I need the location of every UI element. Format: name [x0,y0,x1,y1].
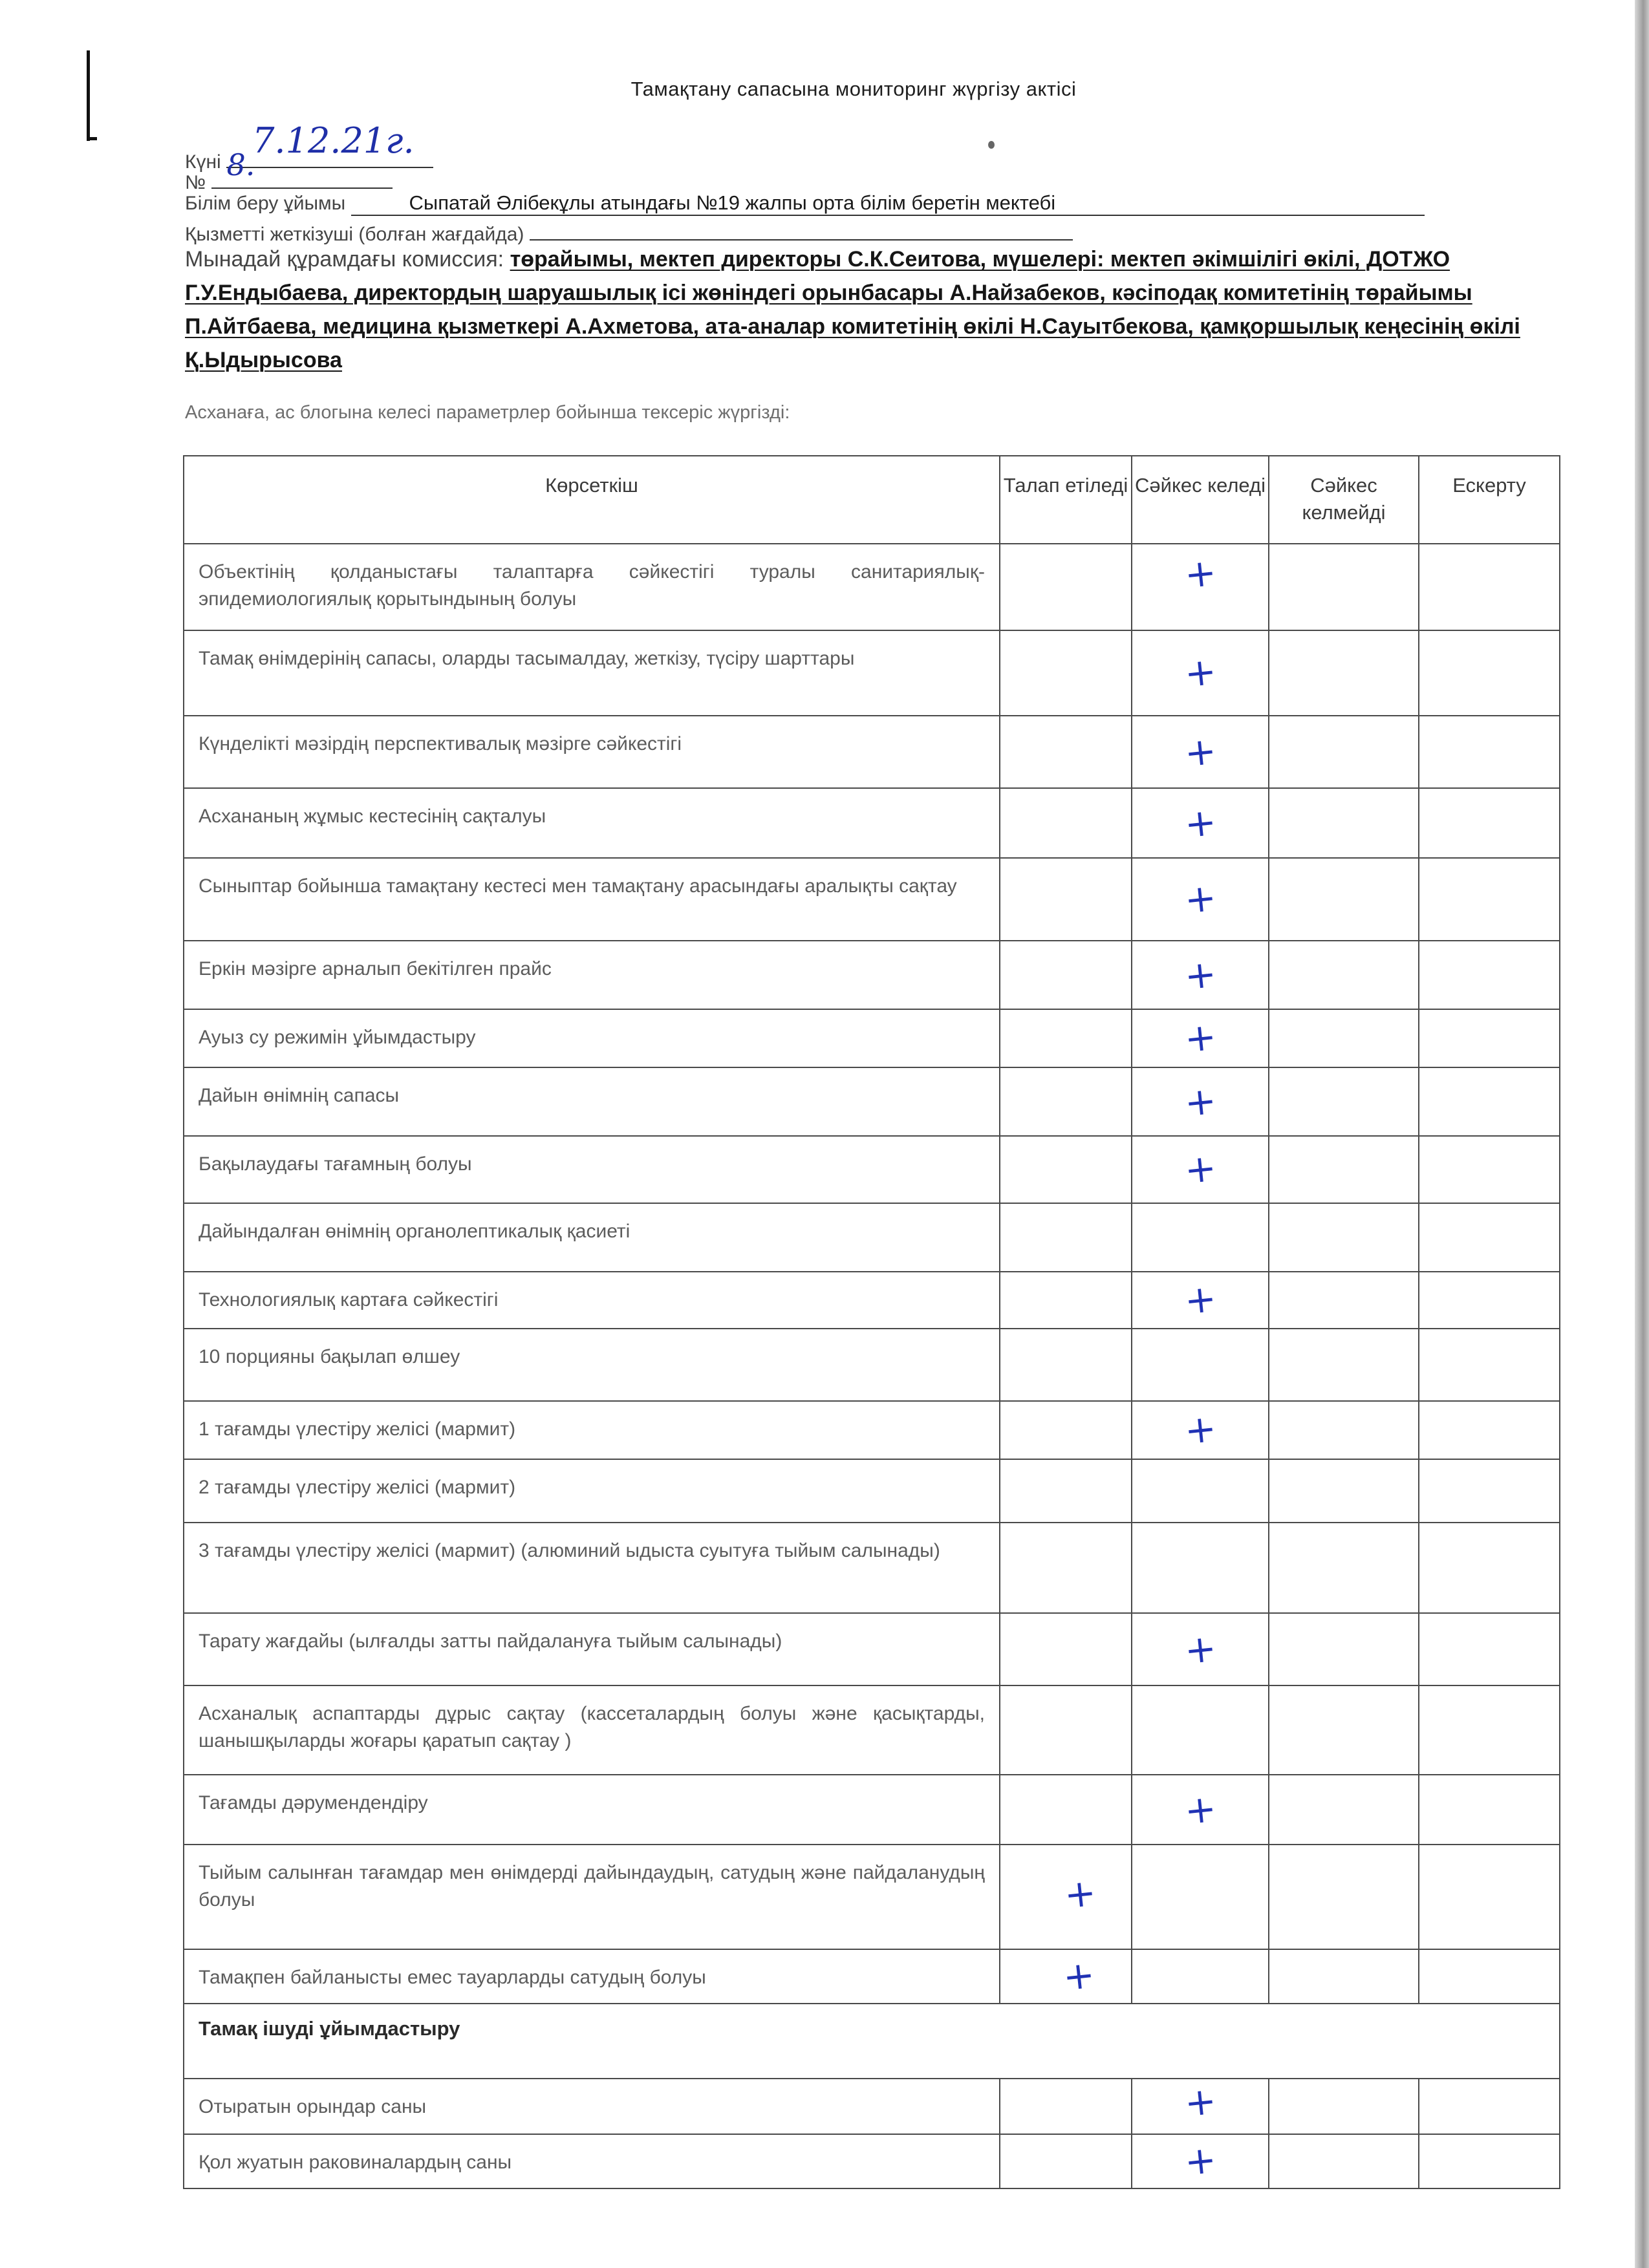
compliant-mark: + [1182,1014,1218,1062]
date-field[interactable] [226,120,433,168]
note-cell[interactable] [1419,716,1560,788]
required-cell[interactable] [1000,1685,1132,1775]
compliant-cell[interactable] [1132,941,1269,1009]
note-cell[interactable] [1419,1949,1560,2004]
note-cell[interactable] [1419,788,1560,858]
scan-speck [988,141,995,149]
table-row [184,1523,1560,1613]
date-label: Күні [185,151,221,173]
organization-value: Сыпатай Әлібекұлы атындағы №19 жалпы орта білім беретін мектебі [409,191,1056,214]
indicator-cell: Бақылаудағы тағамның болуы [184,1136,1000,1203]
compliant-mark: + [1182,2137,1218,2185]
indicator-cell: Тамақ өнімдерінің сапасы, оларды тасымалдау, жеткізу, түсіру шарттары [184,630,1000,716]
table-row [184,544,1560,630]
noncompliant-cell[interactable] [1269,1685,1419,1775]
noncompliant-cell[interactable] [1269,788,1419,858]
indicator-cell: Ауыз су режимін ұйымдастыру [184,1009,1000,1067]
noncompliant-cell[interactable] [1269,1136,1419,1203]
required-cell[interactable] [1000,1401,1132,1459]
table-row [184,630,1560,716]
table-row [184,1685,1560,1775]
indicator-cell: Сыныптар бойынша тамақтану кестесі мен тамақтану арасындағы аралықты сақтау [184,858,1000,941]
commission-text: төрайымы, мектеп директоры С.К.Сеитова, мүшелері: мектеп әкімшілігі өкілі, ДОТЖО Г.У.Ендыбаева, директордың шаруашылық ісі жөніндегі орынбасары А.Найзабеков, кәсіподақ комитетінің төрайымы П.Айтбаева, медицина қызметкері А.Ахметова, ата-аналар комитетінің өкілі Н.Сауытбекова, қамқоршылық кеңесінің өкілі Қ.Ыдырысова [185,247,1520,372]
table-row [184,858,1560,941]
header-note: Ескерту [1419,456,1560,544]
compliant-cell[interactable] [1132,2079,1269,2134]
required-cell[interactable] [1000,544,1132,630]
table-row [184,1613,1560,1685]
header-indicator: Көрсеткіш [184,456,1000,544]
compliant-mark: + [1182,1276,1218,1323]
table-row [184,1136,1560,1203]
noncompliant-cell[interactable] [1269,544,1419,630]
required-cell[interactable] [1000,1272,1132,1329]
indicator-cell: Тарату жағдайы (ылғалды затты пайдалануға тыйым салынады) [184,1613,1000,1685]
compliant-mark: + [1182,1078,1218,1126]
note-cell[interactable] [1419,2134,1560,2188]
table-row [184,716,1560,788]
note-cell[interactable] [1419,1067,1560,1136]
indicator-cell: Еркін мәзірге арналып бекітілген прайс [184,941,1000,1009]
table-header-row [184,456,1560,544]
compliant-mark: + [1182,875,1218,923]
noncompliant-cell[interactable] [1269,2079,1419,2134]
required-cell[interactable] [1000,788,1132,858]
table-row [184,1845,1560,1949]
commission-label: Мынадай құрамдағы комиссия: [185,247,504,272]
organization-label: Білім беру ұйымы [185,193,346,214]
required-cell[interactable] [1000,1613,1132,1685]
table-row [184,1401,1560,1459]
scan-edge-shadow [1635,0,1649,2268]
required-cell[interactable] [1000,1523,1132,1613]
required-cell[interactable] [1000,1009,1132,1067]
table-row [184,1459,1560,1523]
note-cell[interactable] [1419,1272,1560,1329]
note-cell[interactable] [1419,1845,1560,1949]
compliant-cell[interactable] [1132,1613,1269,1685]
compliant-cell[interactable] [1132,1685,1269,1775]
required-cell[interactable] [1000,2134,1132,2188]
number-label: № [185,172,206,193]
noncompliant-cell[interactable] [1269,1009,1419,1067]
note-cell[interactable] [1419,1401,1560,1459]
indicator-cell: Асхананың жұмыс кестесінің сақталуы [184,788,1000,858]
compliant-mark: + [1182,1625,1218,1673]
compliant-cell[interactable] [1132,716,1269,788]
supplier-field[interactable] [530,220,1073,241]
section-heading: Тамақ ішуді ұйымдастыру [184,2004,1560,2079]
indicator-cell: Тыйым салынған тағамдар мен өнімдерді дайындаудың, сатудың және пайдаланудың болуы [184,1845,1000,1949]
noncompliant-cell[interactable] [1269,858,1419,941]
table-row [184,1949,1560,2004]
note-cell[interactable] [1419,630,1560,716]
required-cell[interactable] [1000,1775,1132,1845]
compliant-mark: + [1182,648,1218,696]
compliant-cell[interactable] [1132,1203,1269,1272]
noncompliant-cell[interactable] [1269,1329,1419,1401]
indicator-cell: Асханалық аспаптарды дұрыс сақтау (кассеталардың болуы және қасықтарды, шанышқыларды жоғары қаратып сақтау ) [184,1685,1000,1775]
noncompliant-cell[interactable] [1269,630,1419,716]
indicator-cell: Қол жуатын раковиналардың саны [184,2134,1000,2188]
header-required: Талап етіледі [1000,456,1132,544]
document-title: Тамақтану сапасына мониторинг жүргізу актісі [630,78,1077,100]
table-row [184,2079,1560,2134]
required-cell[interactable] [1000,716,1132,788]
note-cell[interactable] [1419,1775,1560,1845]
table-row [184,1009,1560,1067]
note-cell[interactable] [1419,941,1560,1009]
indicator-cell: 3 тағамды үлестіру желісі (мармит) (алюминий ыдыста суытуға тыйым салынады) [184,1523,1000,1613]
table-row [184,1775,1560,1845]
note-cell[interactable] [1419,1329,1560,1401]
date-value: 7.12.21г. [252,120,415,161]
compliant-cell[interactable] [1132,2134,1269,2188]
compliant-cell[interactable] [1132,1272,1269,1329]
compliant-mark: + [1182,1145,1218,1193]
compliant-cell[interactable] [1132,858,1269,941]
compliant-mark: + [1182,728,1218,776]
compliant-cell[interactable] [1132,1067,1269,1136]
inspection-table [183,455,1560,2189]
header-noncompliant: Сәйкес келмейді [1269,456,1419,544]
compliant-mark: + [1182,799,1218,847]
indicator-cell: Объектінің қолданыстағы талаптарға сәйкестігі туралы санитариялық-эпидемиологиялық қорытындының болуы [184,544,1000,630]
note-cell[interactable] [1419,1203,1560,1272]
number-value: 8. [226,147,255,182]
noncompliant-cell[interactable] [1269,1949,1419,2004]
required-cell[interactable] [1000,630,1132,716]
required-cell[interactable] [1000,1949,1132,2004]
indicator-cell: Дайындалған өнімнің органолептикалық қасиеті [184,1203,1000,1272]
noncompliant-cell[interactable] [1269,1401,1419,1459]
compliant-cell[interactable] [1132,788,1269,858]
required-mark: + [1061,1952,1097,2000]
noncompliant-cell[interactable] [1269,1203,1419,1272]
note-cell[interactable] [1419,1009,1560,1067]
table-row [184,1329,1560,1401]
required-cell[interactable] [1000,858,1132,941]
indicator-cell: Технологиялық картаға сәйкестігі [184,1272,1000,1329]
table-row [184,941,1560,1009]
section-row [184,2004,1560,2079]
noncompliant-cell[interactable] [1269,1845,1419,1949]
supplier-line [185,220,1073,246]
noncompliant-cell[interactable] [1269,941,1419,1009]
note-cell[interactable] [1419,1459,1560,1523]
indicator-cell: Отыратын орындар саны [184,2079,1000,2134]
note-cell[interactable] [1419,1613,1560,1685]
commission-block [185,242,1521,377]
note-cell[interactable] [1419,1685,1560,1775]
compliant-cell[interactable] [1132,1329,1269,1401]
indicator-cell: Дайын өнімнің сапасы [184,1067,1000,1136]
table-row [184,1203,1560,1272]
noncompliant-cell[interactable] [1269,1523,1419,1613]
noncompliant-cell[interactable] [1269,1613,1419,1685]
compliant-cell[interactable] [1132,630,1269,716]
indicator-cell: 2 тағамды үлестіру желісі (мармит) [184,1459,1000,1523]
note-cell[interactable] [1419,544,1560,630]
indicator-cell: 1 тағамды үлестіру желісі (мармит) [184,1401,1000,1459]
required-cell[interactable] [1000,1067,1132,1136]
binder-mark-hook [87,137,97,140]
noncompliant-cell[interactable] [1269,1272,1419,1329]
indicator-cell: 10 порцияны бақылап өлшеу [184,1329,1000,1401]
number-field[interactable] [211,147,393,189]
compliant-cell[interactable] [1132,1401,1269,1459]
note-cell[interactable] [1419,858,1560,941]
required-cell[interactable] [1000,941,1132,1009]
compliant-cell[interactable] [1132,1775,1269,1845]
required-cell[interactable] [1000,2079,1132,2134]
indicator-cell: Тамақпен байланысты емес тауарларды сатудың болуы [184,1949,1000,2004]
organization-line [185,191,1425,216]
organization-field[interactable] [351,191,1425,216]
indicator-cell: Күнделікті мәзірдің перспективалық мәзірге сәйкестігі [184,716,1000,788]
compliant-cell[interactable] [1132,1523,1269,1613]
compliant-cell[interactable] [1132,1459,1269,1523]
required-cell[interactable] [1000,1203,1132,1272]
required-mark: + [1062,1870,1099,1918]
noncompliant-cell[interactable] [1269,1067,1419,1136]
compliant-cell[interactable] [1132,1949,1269,2004]
compliant-cell[interactable] [1132,1136,1269,1203]
required-cell[interactable] [1000,1136,1132,1203]
note-cell[interactable] [1419,1523,1560,1613]
compliant-cell[interactable] [1132,544,1269,630]
compliant-mark: + [1182,1786,1218,1834]
compliant-cell[interactable] [1132,1009,1269,1067]
supplier-label: Қызметті жеткізуші (болған жағдайда) [185,224,524,245]
required-cell[interactable] [1000,1459,1132,1523]
table-row [184,1272,1560,1329]
compliant-mark: + [1182,1406,1218,1453]
note-cell[interactable] [1419,2079,1560,2134]
required-cell[interactable] [1000,1845,1132,1949]
table-row [184,2134,1560,2188]
required-cell[interactable] [1000,1329,1132,1401]
compliant-cell[interactable] [1132,1845,1269,1949]
compliant-mark: + [1182,951,1218,999]
header-compliant: Сәйкес келеді [1132,456,1269,544]
noncompliant-cell[interactable] [1269,716,1419,788]
noncompliant-cell[interactable] [1269,1775,1419,1845]
indicator-cell: Тағамды дәрумендендіру [184,1775,1000,1845]
note-cell[interactable] [1419,1136,1560,1203]
noncompliant-cell[interactable] [1269,2134,1419,2188]
compliant-mark: + [1182,2078,1218,2126]
table-row [184,788,1560,858]
compliant-mark: + [1182,550,1218,597]
noncompliant-cell[interactable] [1269,1459,1419,1523]
inspection-intro: Асханаға, ас блогына келесі параметрлер бойынша тексеріс жүргізді: [185,402,790,423]
table-row [184,1067,1560,1136]
